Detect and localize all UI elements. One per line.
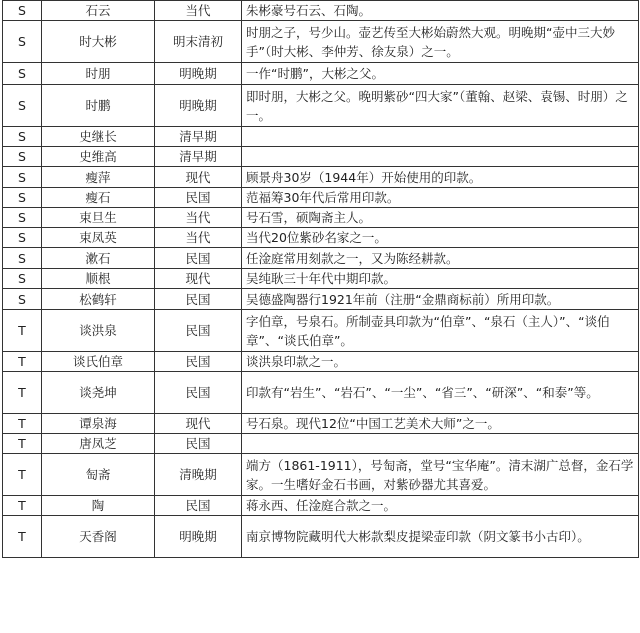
description-cell: 时朋之子，号少山。壶艺传至大彬始蔚然大观。明晚期“壶中三大妙手”（时大彬、李仲芳、徐友泉）之一。	[242, 21, 639, 63]
description-cell: 南京博物院藏明代大彬款梨皮提梁壶印款（阴文篆书小古印）。	[242, 516, 639, 558]
period-cell: 民国	[155, 496, 242, 516]
period-cell: 当代	[155, 1, 242, 21]
index-letter-cell: T	[3, 310, 42, 352]
mark-name-cell: 时大彬	[42, 21, 155, 63]
description-cell: 当代20位紫砂名家之一。	[242, 228, 639, 248]
mark-name-cell: 石云	[42, 1, 155, 21]
mark-name-cell: 谈尧坤	[42, 372, 155, 414]
index-letter-cell: T	[3, 352, 42, 372]
index-letter-cell: S	[3, 289, 42, 310]
period-cell: 现代	[155, 414, 242, 434]
index-letter-cell: T	[3, 414, 42, 434]
mark-name-cell: 谭泉海	[42, 414, 155, 434]
description-cell: 即时朋，大彬之父。晚明紫砂“四大家”（董翰、赵梁、袁锡、时朋）之一。	[242, 85, 639, 127]
index-letter-cell: S	[3, 167, 42, 188]
description-cell: 端方（1861-1911），号匋斋，堂号“宝华庵”。清末湖广总督，金石学家。一生嗜好金石书画，对紫砂器尤其喜爱。	[242, 454, 639, 496]
mark-name-cell: 时鹏	[42, 85, 155, 127]
description-cell: 一作“时鹏”，大彬之父。	[242, 63, 639, 85]
table-row	[3, 85, 639, 127]
period-cell: 当代	[155, 228, 242, 248]
table-row	[3, 310, 639, 352]
period-cell: 民国	[155, 289, 242, 310]
table-row	[3, 228, 639, 248]
mark-name-cell: 瘦萍	[42, 167, 155, 188]
table-row	[3, 289, 639, 310]
mark-name-cell: 瘦石	[42, 188, 155, 208]
mark-name-cell: 时朋	[42, 63, 155, 85]
index-letter-cell: T	[3, 434, 42, 454]
mark-name-cell: 唐凤芝	[42, 434, 155, 454]
mark-name-cell: 匋斋	[42, 454, 155, 496]
description-cell	[242, 147, 639, 167]
index-letter-cell: S	[3, 188, 42, 208]
description-cell: 蒋永西、任淦庭合款之一。	[242, 496, 639, 516]
table-row	[3, 1, 639, 21]
mark-name-cell: 陶	[42, 496, 155, 516]
description-cell: 印款有“岩生”、“岩石”、“一尘”、“省三”、“研深”、“和泰”等。	[242, 372, 639, 414]
period-cell: 清早期	[155, 147, 242, 167]
mark-name-cell: 谈洪泉	[42, 310, 155, 352]
description-cell: 字伯章，号泉石。所制壶具印款为“伯章”、“泉石（主人）”、“谈伯章”、“谈氏伯章”。	[242, 310, 639, 352]
mark-name-cell: 史维高	[42, 147, 155, 167]
seal-mark-table	[2, 0, 639, 558]
table-row	[3, 147, 639, 167]
description-cell: 谈洪泉印款之一。	[242, 352, 639, 372]
period-cell: 明晚期	[155, 516, 242, 558]
index-letter-cell: S	[3, 248, 42, 269]
index-letter-cell: T	[3, 454, 42, 496]
mark-name-cell: 束凤英	[42, 228, 155, 248]
period-cell: 民国	[155, 372, 242, 414]
description-cell: 任淦庭常用刻款之一，又为陈经耕款。	[242, 248, 639, 269]
table-row	[3, 208, 639, 228]
mark-name-cell: 束旦生	[42, 208, 155, 228]
period-cell: 当代	[155, 208, 242, 228]
table-row	[3, 63, 639, 85]
index-letter-cell: S	[3, 1, 42, 21]
table-row	[3, 21, 639, 63]
index-letter-cell: S	[3, 127, 42, 147]
period-cell: 清晚期	[155, 454, 242, 496]
index-letter-cell: T	[3, 516, 42, 558]
table-row	[3, 248, 639, 269]
index-letter-cell: S	[3, 21, 42, 63]
table-body	[3, 1, 639, 558]
period-cell: 民国	[155, 352, 242, 372]
period-cell: 民国	[155, 248, 242, 269]
index-letter-cell: S	[3, 85, 42, 127]
mark-name-cell: 漱石	[42, 248, 155, 269]
table-row	[3, 188, 639, 208]
index-letter-cell: S	[3, 228, 42, 248]
table-row	[3, 454, 639, 496]
description-cell: 吴德盛陶器行1921年前（注册“金鼎商标前）所用印款。	[242, 289, 639, 310]
table-row	[3, 496, 639, 516]
description-cell: 吴纯耿三十年代中期印款。	[242, 269, 639, 289]
period-cell: 明晚期	[155, 63, 242, 85]
period-cell: 明末清初	[155, 21, 242, 63]
period-cell: 现代	[155, 269, 242, 289]
mark-name-cell: 天香阁	[42, 516, 155, 558]
description-cell: 顾景舟30岁（1944年）开始使用的印款。	[242, 167, 639, 188]
index-letter-cell: S	[3, 208, 42, 228]
mark-name-cell: 谈氏伯章	[42, 352, 155, 372]
table-row	[3, 434, 639, 454]
index-letter-cell: S	[3, 63, 42, 85]
table-row	[3, 352, 639, 372]
period-cell: 清早期	[155, 127, 242, 147]
description-cell: 号石雪，硕陶斋主人。	[242, 208, 639, 228]
mark-name-cell: 松鹤轩	[42, 289, 155, 310]
description-cell: 朱彬豪号石云、石陶。	[242, 1, 639, 21]
description-cell	[242, 434, 639, 454]
description-cell	[242, 127, 639, 147]
table-row	[3, 372, 639, 414]
period-cell: 现代	[155, 167, 242, 188]
index-letter-cell: S	[3, 269, 42, 289]
table-row	[3, 516, 639, 558]
period-cell: 民国	[155, 188, 242, 208]
table-row	[3, 414, 639, 434]
table-row	[3, 167, 639, 188]
description-cell: 范福筹30年代后常用印款。	[242, 188, 639, 208]
period-cell: 明晚期	[155, 85, 242, 127]
mark-name-cell: 史继长	[42, 127, 155, 147]
index-letter-cell: T	[3, 372, 42, 414]
period-cell: 民国	[155, 310, 242, 352]
index-letter-cell: T	[3, 496, 42, 516]
period-cell: 民国	[155, 434, 242, 454]
table-row	[3, 269, 639, 289]
description-cell: 号石泉。现代12位“中国工艺美术大师”之一。	[242, 414, 639, 434]
mark-name-cell: 顺根	[42, 269, 155, 289]
index-letter-cell: S	[3, 147, 42, 167]
table-row	[3, 127, 639, 147]
